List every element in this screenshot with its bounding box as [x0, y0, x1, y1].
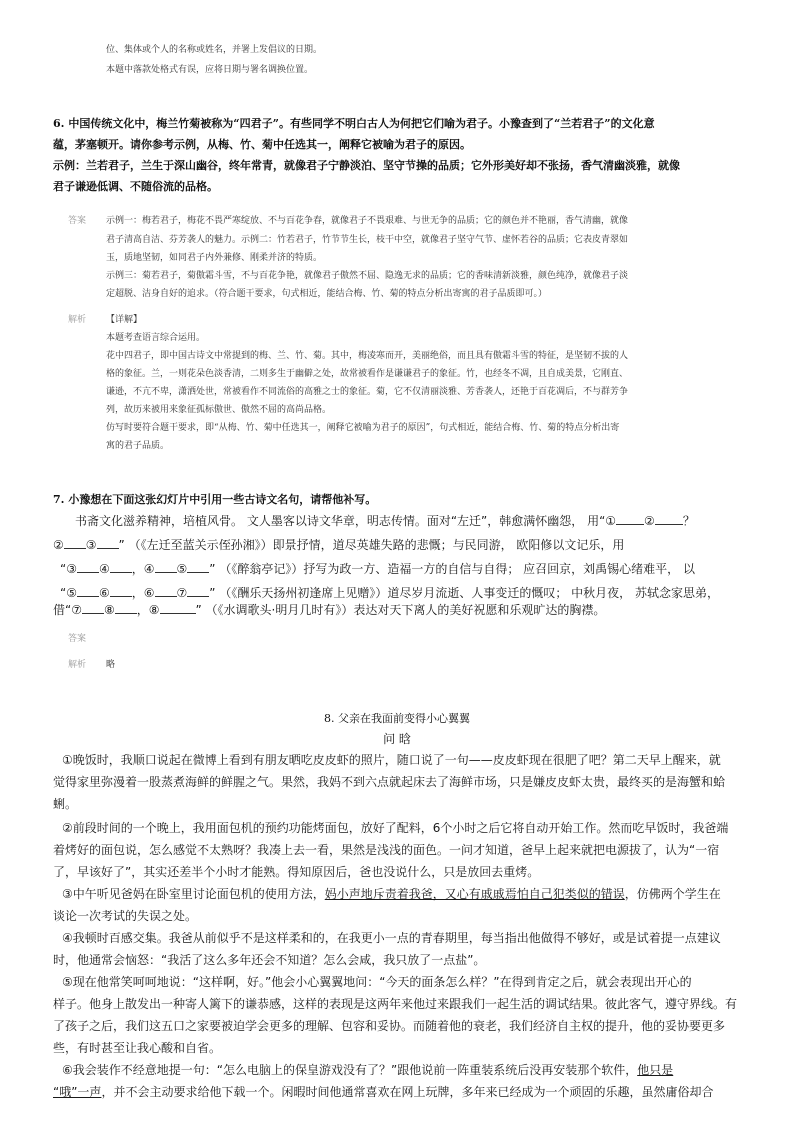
q8-para-line: 谈论一次考试的失误之处。 [53, 909, 198, 923]
q8-para-line: ②前段时间的一个晚上，我用面包机的预约功能烤面包，放好了配料，6个小时之后它将自动开始工作。然而吃早饭时，我爸端 [62, 821, 729, 835]
blank-4[interactable] [110, 572, 132, 573]
blank-4b[interactable] [155, 572, 177, 573]
q7-text: 书斋文化滋养精神，培植风骨。 文人墨客以诗文华章，明志传情。面对“左迁”，韩愈满怀幽怨， 用“① [75, 514, 617, 528]
q7-analysis-label: 解析 [68, 660, 87, 670]
blank-1[interactable] [616, 524, 644, 525]
q6-answer-line: 示例一：梅若君子，梅花不畏严寒绽放、不与百花争春，就像君子不畏艰难、与世无争的品质；它的颜色并不艳丽，香气清幽，就像 [106, 216, 629, 226]
q8-para-line: ④我顿时百感交集。我爸从前似乎不是这样柔和的，在我更小一点的青春期里，每当指出他做得不够好，或是试着提一点建议 [62, 931, 721, 945]
q6-answer-line: 示例三：菊若君子，菊傲霜斗雪，不与百花争艳，就像君子傲然不屈、隐逸无求的品质；它的香味清新淡雅，颜色纯净，就像君子淡 [106, 271, 629, 281]
blank-8b[interactable] [160, 613, 196, 614]
q7-blank-num: ⑥ [98, 586, 110, 600]
q7-line-3 [60, 560, 695, 577]
q6-analysis-line: 花中四君子，即中国古诗文中常提到的梅、兰、竹、菊。其中，梅凌寒而开，美丽绝俗，而且具有傲霜斗雪的特征，是坚韧不拔的人 [106, 351, 629, 361]
q6-analysis-line: 寓的君子品质。 [106, 441, 170, 451]
q8-para-line: ⑤现在他常笑呵呵地说：“这样啊，好。”他会小心翼翼地问：“今天的面条怎么样？”在得到肯定之后，就会表现出开心的 [62, 975, 692, 989]
q8-para-line [62, 1061, 673, 1078]
q7-blank-num: ⑤ [176, 562, 188, 576]
q8-text: ，仿佛两个学生在 [624, 887, 721, 901]
top-line-1: 位、集体或个人的名称或姓名，并署上发倡议的日期。 [106, 45, 323, 55]
q6-analysis-line: 列，故历来被用来象征孤标傲世、傲然不屈的高尚品格。 [106, 405, 332, 415]
q6-answer-line: 定超脱、洁身自好的追求。（符合题干要求，句式相近，能结合梅、竹、菊的特点分析出寄寓的君子品质即可。） [106, 289, 548, 299]
q8-para-line: 觉得家里弥漫着一股蒸煮海鲜的鲜腥之气。果然，我妈不到六点就起床去了海鲜市场，只是嫌皮皮虾太贵，最终买的是海蟹和蛤 [53, 775, 726, 789]
q6-example-line-2: 君子谦逊低调、不随俗流的品格。 [53, 180, 218, 193]
q8-para-line: ①晚饭时，我顺口说起在微博上看到有朋友晒吃皮皮虾的照片，随口说了一句——皮皮虾现在很肥了吧？第二天早上醒来，就 [62, 753, 721, 767]
q7-text: “⑤ [60, 586, 77, 600]
q8-para-line: 着烤好的面包说，怎么感觉不太熟呀？我凑上去一看，果然是浅浅的面色。一问才知道，爸早上起来就把电源拔了，认为“一宿 [53, 843, 720, 857]
blank-8[interactable] [115, 613, 137, 614]
blank-5b[interactable] [77, 596, 99, 597]
q7-stem: 7. 小豫想在下面这张幻灯片中引用一些古诗文名句，请帮他补写。 [53, 493, 377, 506]
q7-text: ，⑧ [136, 603, 160, 617]
q7-text: ，⑥ [131, 586, 155, 600]
q6-analysis-line: 仿写时要符合题干要求，即“从梅、竹、菊中任选其一，阐释它被喻为君子的原因”，句式相近，能结合梅、竹、菊的特点分析出寄 [106, 423, 620, 433]
q6-analysis-line: 谦逊，不亢不卑，潇洒处世，常被看作不同流俗的高雅之士的象征。菊，它不仅清丽淡雅、芳香袭人，还艳于百花凋后，不与群芳争 [106, 387, 629, 397]
q7-text: ，④ [131, 562, 155, 576]
q7-blank-num: ② [644, 514, 655, 528]
q7-text: ” （《醉翁亭记》）抒写为政一方、造福一方的自信与自得； 应召回京，刘禹锡心绪难平， 以 [209, 562, 695, 576]
blank-2b[interactable] [64, 548, 86, 549]
q7-text: ” （《水调歌头·明月几时有》）表达对天下离人的美好祝愿和乐观旷达的胸襟。 [195, 603, 606, 617]
q7-line-4 [60, 584, 719, 601]
q6-analysis-label: 解析 [68, 315, 87, 325]
q7-text: 借“⑦ [53, 603, 82, 617]
q7-blank-num: ⑦ [176, 586, 188, 600]
q8-para-line [53, 1083, 713, 1100]
q7-line-2 [53, 536, 624, 553]
q6-answer-line: 君子清高自洁、芬芳袭人的魅力。示例二：竹若君子，竹节节生长，枝干中空，就像君子坚守气节、虚怀若谷的品质；它表皮青翠如 [106, 235, 629, 245]
q7-text: ？ [682, 514, 695, 528]
q6-analysis-line: 本题考查语言综合运用。 [106, 333, 206, 343]
q6-stem-line-2: 蕴，茅塞顿开。请你参考示例，从梅、竹、菊中任选其一，阐释它被喻为君子的原因。 [53, 138, 471, 151]
q8-para-line: 样子。他身上散发出一种寄人篱下的谦恭感，这样的表现是这两年来他过来跟我们一起生活的调试结果。彼此客气，遵守界线。有 [53, 997, 738, 1011]
q8-para-line [62, 885, 721, 902]
q7-line-5 [53, 601, 605, 618]
q7-blank-num: ④ [98, 562, 110, 576]
q7-answer-label: 答案 [68, 634, 87, 644]
q8-para-line: 蜊。 [53, 797, 78, 811]
blank-7b[interactable] [82, 613, 104, 614]
q6-answer-line: 玉，质地坚韧，如同君子内外兼修、刚柔并济的特质。 [106, 253, 323, 263]
q8-para-line: 时，他通常会恼怒：“我活了这么多年还会不知道？怎么会咸，我只放了一点盐”。 [53, 953, 486, 967]
blank-6b[interactable] [155, 596, 177, 597]
q8-underlined-text: 妈小声地斥责着我爸，又心有戚戚焉怕自己犯类似的错误 [324, 887, 625, 901]
q7-text: ② [53, 538, 64, 552]
q8-title: 8. 父亲在我面前变得小心翼翼 [324, 712, 470, 725]
q7-line-1 [75, 512, 695, 529]
q7-blank-num: ③ [85, 538, 97, 552]
q7-text: “③ [60, 562, 77, 576]
q6-answer-label: 答案 [68, 216, 87, 226]
blank-5[interactable] [187, 572, 209, 573]
q8-underlined-text: 他只是 [637, 1063, 674, 1077]
blank-2[interactable] [655, 524, 683, 525]
q8-text: ⑥我会装作不经意地提一句：“怎么电脑上的保皇游戏没有了？”跟他说前一阵重装系统后没再安装那个软件， [62, 1063, 638, 1077]
q8-para-line: 了，早该好了”，其实还差半个小时才能熟。得知原因后，爸也没说什么，只是放回去重烤。 [53, 865, 540, 879]
q8-author: 问 晗 [383, 732, 411, 746]
top-line-2: 本题中落款处格式有误，应将日期与署名调换位置。 [106, 65, 314, 75]
q7-analysis-text: 略 [106, 660, 116, 670]
q8-text: ，并不会主动要求给他下载一个。闲暇时间他通常喜欢在网上玩牌，多年来已经成为一个顽固的乐趣，虽然庸俗却合 [101, 1085, 714, 1099]
q6-analysis-line: 格的象征。兰，一则花朵色淡香清，二则多生于幽僻之处，故常被看作是谦谦君子的象征。竹，也经冬不凋，且自成美景，它刚直、 [106, 369, 629, 379]
q8-text: ③中午听见爸妈在卧室里讨论面包机的使用方法， [62, 887, 325, 901]
q8-para-line: 些，有时甚至让我心酸和自省。 [53, 1041, 222, 1055]
q8-para-line: 了孩子之后，我们这五口之家要被迫学会更多的理解、包容和妥协。而随着他的衰老，我们经济自主权的提升，他的妥协要更多 [53, 1019, 726, 1033]
q7-text: ” （《酬乐天扬州初逢席上见赠》）道尽岁月流逝、人事变迁的慨叹； 中秋月夜， 苏轼念家思弟， [209, 586, 719, 600]
q7-text: ” （《左迁至蓝关示侄孙湘》）即景抒情，道尽英雄失路的悲慨；与民同游， 欧阳修以文记乐，用 [118, 538, 625, 552]
q6-analysis-line: 【详解】 [106, 315, 143, 325]
blank-3[interactable] [97, 548, 119, 549]
blank-7[interactable] [187, 596, 209, 597]
blank-6[interactable] [110, 596, 132, 597]
q7-blank-num: ⑧ [103, 603, 115, 617]
q6-stem-line-1: 6. 中国传统文化中，梅兰竹菊被称为“四君子”。有些同学不明白古人为何把它们喻为君子。小豫查到了“兰若君子”的文化意 [53, 117, 655, 130]
blank-3b[interactable] [77, 572, 99, 573]
q8-underlined-text: “哦”一声 [53, 1085, 102, 1099]
q6-example-line-1: 示例：兰若君子，兰生于深山幽谷，终年常青，就像君子宁静淡泊、坚守节操的品质；它外形美好却不张扬，香气清幽淡雅，就像 [53, 159, 680, 172]
